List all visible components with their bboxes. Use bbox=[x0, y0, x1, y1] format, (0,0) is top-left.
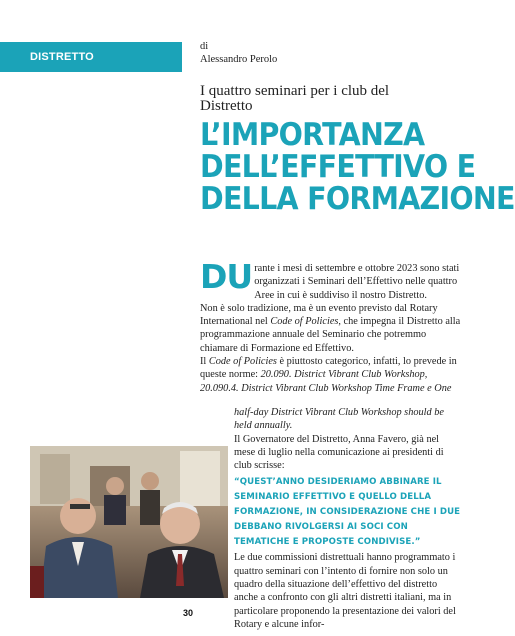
headline-line-2: DELL’EFFETTIVO E bbox=[200, 149, 476, 185]
intro-text bbox=[200, 257, 462, 395]
p3-text-a: Il bbox=[200, 356, 209, 368]
p2-text-b: , che impegna il Distretto alla programmazione annuale del Seminario che potremmo chiamare di Formazione ed Effettivo. bbox=[200, 316, 461, 354]
p2-italic: Code of Policies bbox=[270, 316, 339, 328]
p3-italic: Code of Policies bbox=[208, 356, 277, 368]
p3-italic-norms: 20.090. District Vibrant Club Workshop, 20.090.4. District Vibrant Club Workshop Time Frame e One bbox=[200, 369, 452, 394]
body-column bbox=[234, 406, 462, 631]
paragraph-3 bbox=[200, 355, 462, 395]
page-number: 30 bbox=[183, 608, 194, 618]
headline-line-1: L’IMPORTANZA bbox=[200, 117, 425, 153]
author-name: Alessandro Perolo bbox=[200, 54, 278, 65]
p3-text-b: è piuttosto categorico, infatti, lo prevede in queste norme: bbox=[200, 356, 457, 381]
drop-cap: DU bbox=[200, 257, 253, 296]
paragraph-4: Il Governatore del Distretto, Anna Favero, già nel mese di luglio nella comunicazione ai presidenti di club scrisse: bbox=[234, 433, 444, 472]
event-photo bbox=[30, 446, 228, 598]
p2-text-a: Non è solo tradizione, ma è un evento previsto dal Rotary International nel bbox=[200, 302, 438, 328]
byline bbox=[200, 40, 277, 66]
photo-illustration bbox=[30, 446, 228, 598]
headline bbox=[200, 117, 515, 217]
kicker: I quattro seminari per i club del Distretto bbox=[200, 83, 390, 114]
paragraph-5: Le due commissioni distrettuali hanno programmato i quattro seminari con l’intento di fornire non solo un quadro della situazione dell’effettivo del distretto anche a confronto con gli altri distretti italiani, ma in particolare proponendo la presentazione dei valori del Rotary e alcune infor- bbox=[234, 552, 456, 630]
byline-prefix: di bbox=[200, 41, 209, 52]
paragraph-1: rante i mesi di settembre e ottobre 2023 sono stati organizzati i Seminari dell’Effettivo nelle quattro Aree in cui è suddiviso il nostro Distretto. bbox=[254, 263, 460, 301]
paragraph-2 bbox=[200, 302, 462, 355]
pull-quote: “QUEST’ANNO DESIDERIAMO ABBINARE IL SEMINARIO EFFETTIVO E QUELLO DELLA FORMAZIONE, IN CONSIDERAZIONE CHE I DUE DEBBANO RIVOLGERSI AI SOCI CON TEMATICHE E PROPOSTE CONDIVISE.” bbox=[234, 477, 461, 547]
section-label: DISTRETTO bbox=[0, 42, 182, 72]
headline-line-3: DELLA FORMAZIONE bbox=[200, 181, 515, 217]
paragraph-3-cont bbox=[210, 406, 462, 433]
p3-italic-cont: half-day District Vibrant Club Workshop should be held annually. bbox=[234, 407, 444, 432]
